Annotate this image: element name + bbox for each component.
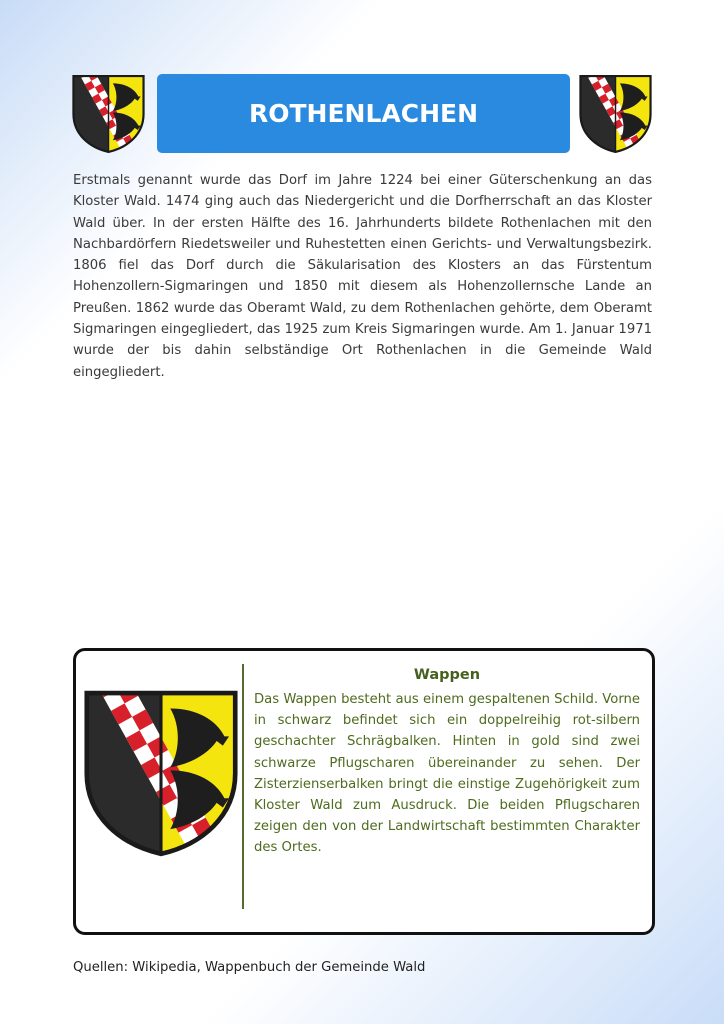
coat-of-arms-icon <box>579 73 652 155</box>
page-title: ROTHENLACHEN <box>248 99 479 128</box>
intro-paragraph: Erstmals genannt wurde das Dorf im Jahre 1224 bei einer Güterschenkung an das Kloster Wald. 1474 ging auch das Niedergericht und die Dorfherrschaft an das Kloster Wald über. In der ersten Hälfte des 16. Jahrhunderts bildete Rothenlachen mit den Nachbardörfern Riedetsweiler und Ruhestetten einen Gerichts- und Verwaltungsbezirk. 1806 fiel das Dorf durch die Säkularisation des Klosters an das Fürstentum Hohenzollern-Sigmaringen und 1850 mit diesem als Hohenzollernsche Lande an Preußen. 1862 wurde das Oberamt Wald, zu dem Rothenlachen gehörte, dem Oberamt Sigmaringen eingegliedert, das 1925 zum Kreis Sigmaringen wurde. Am 1. Januar 1971 wurde der bis dahin selbständige Ort Rothenlachen in die Gemeinde Wald eingegliedert. <box>73 173 652 380</box>
wappen-heading: Wappen <box>413 667 481 683</box>
title-banner <box>157 74 570 153</box>
coat-of-arms-icon <box>72 73 145 155</box>
divider <box>242 664 244 909</box>
coat-of-arms-icon <box>82 690 240 857</box>
wappen-description: Das Wappen besteht aus einem gespaltenen Schild. Vorne in schwarz befindet sich ein doppelreihig rot-silbern geschachter Schrägbalken. Hinten in gold sind zwei schwarze Pflugscharen übereinander zu sehen. Der Zisterzienserbalken bringt die einstige Zugehörigkeit zum Kloster Wald zum Ausdruck. Die beiden Pflugscharen zeigen den von der Landwirtschaft bestimmten Charakter des Ortes. <box>254 692 640 856</box>
sources-note: Quellen: Wikipedia, Wappenbuch der Gemeinde Wald <box>73 960 426 975</box>
